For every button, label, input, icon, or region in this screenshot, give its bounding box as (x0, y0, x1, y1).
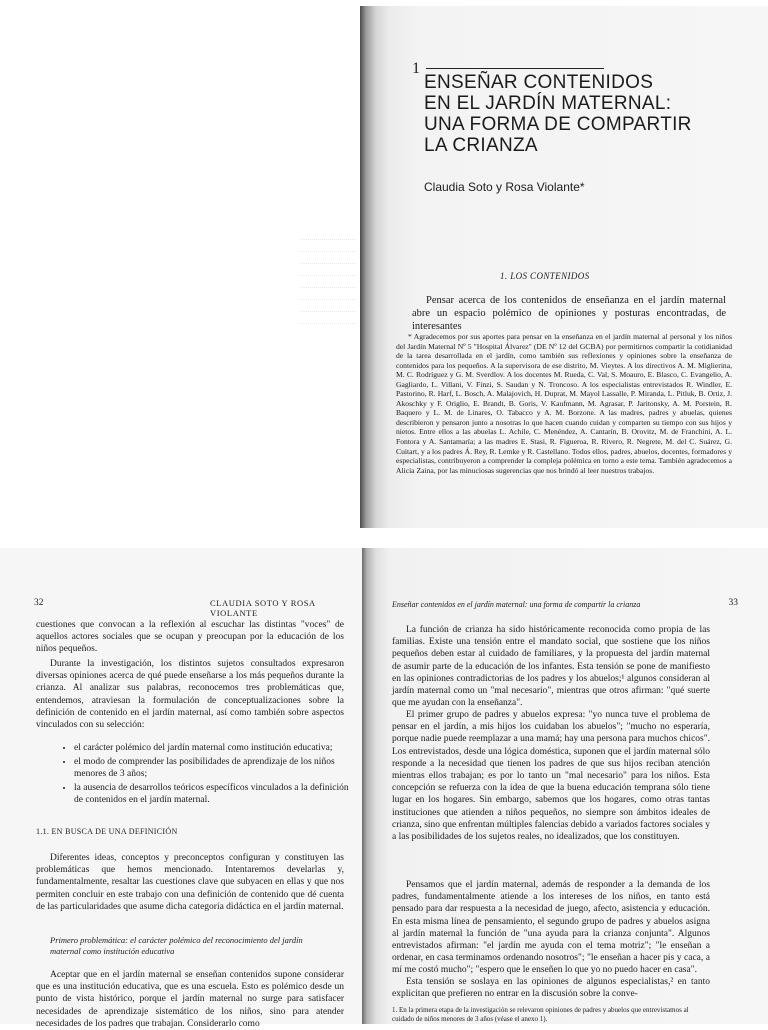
section-heading: 1. LOS CONTENIDOS (500, 271, 590, 281)
chapter-authors: Claudia Soto y Rosa Violante* (424, 180, 585, 194)
paragraph: Durante la investigación, los distintos sujetos consultados expresaron diversas opiniones acerca de qué puede enseñarse a los más pequeños durante la crianza. Al analizar sus palabras, reconocemos tres problemáticas que, entendemos, atraviesan la formulación de conceptualizaciones sobre la definición de contenido en el jardín maternal, así como también sobre aspectos vinculados con su selección: (36, 659, 344, 731)
title-line: LA CRIANZA (424, 135, 538, 156)
problem-heading: Primero problemática: el carácter polémico del reconocimiento del jardín maternal como institución educativa (50, 935, 303, 956)
paragraph: El primer grupo de padres y abuelos expresa: "yo nunca tuve el problema de pensar en el jardín, a mis hijos los cuidaban los abuelos"; "mucho no esperaría, porque nadie puede reemplazar a una mamá; hay una persona para muchos chicos". Los entrevistados, desde una lógica doméstica, suponen que el jardín maternal sólo responde a la necesidad que tienen los padres de que sus hijos reciban atención mientras ellos trabajan; es por lo tanto un "mal necesario" para los niños. Esta concepción se refuerza con la idea de que la buena educación temprana sólo tiene lugar en los hogares. Sin embargo, sabemos que los hogares, como otras tantas instituciones que atienden a niños pequeños, no siempre son ámbitos ideales de crianza, sino que enfrentan múltiples falencias debido a variados factores sociales y a las posibilidades de los sujetos reales, no idealizados, que los constituyen. (392, 710, 710, 843)
paragraph: Esta tensión se soslaya en las opiniones de algunos especialistas,² en tanto explicitan que prefieren no entrar en la discusión sobre la conve- (392, 977, 710, 1000)
title-line: UNA FORMA DE COMPARTIR (424, 114, 692, 135)
intro-paragraph: Pensar acerca de los contenidos de enseñanza en el jardín maternal abre un espacio polémico de opiniones y posturas encontradas, de interesantes (412, 295, 726, 332)
paragraph: Aceptar que en el jardín maternal se enseñan contenidos supone considerar que es una institución educativa, que es una escuela. Esto es polémico desde un punto de vista histórico, porque el jardín maternal no surge para satisfacer necesidades de aprendizaje sistemático de los niños, sino para atender necesidades de los padres que trabajan. Considerarlo como (36, 970, 344, 1029)
running-head: Enseñar contenidos en el jardín maternal: una forma de compartir la crianza (392, 600, 641, 609)
paragraph: Pensamos que el jardín maternal, además de responder a la demanda de los padres, fundamentalmente atiende a los intereses de los niños, en tanto está pensado para dar respuesta a la necesidad de juego, afecto, asistencia y educación. En esta misma línea de pensamiento, el segundo grupo de padres y abuelos asigna al jardín maternal la función de "una ayuda para la crianza conjunta". Algunos entrevistados afirman: "el jardín me ayuda con el tema motriz"; "le enseñan a ordenar, en casa terminamos ordenando nosotros"; "le enseñan a hacer pis y caca, a mí me costó mucho"; "espero que le enseñen lo que yo no puedo hacer en casa". (392, 880, 710, 976)
chapter-title (424, 72, 754, 156)
chapter-rule (426, 68, 604, 69)
paragraph: Diferentes ideas, conceptos y preconceptos configuran y constituyen las problemáticas que hemos mencionado. Intentaremos develarlas y, fundamentalmente, resaltar las cuestiones clave que subyacen en ellas y que nos permiten concluir en este trabajo con una definición de contenido que dé cuenta de las particularidades que asume dicha categoría didáctica en el jardín maternal. (36, 853, 344, 912)
footnote: 1. En la primera etapa de la investigación se relevaron opiniones de padres y abuelos que entrevistamos al cuidado de niños menores de 3 años (véase el anexo 1). (392, 1006, 689, 1023)
page-number: 32 (34, 598, 44, 608)
running-head: CLAUDIA SOTO Y ROSA VIOLANTE (210, 598, 316, 618)
acknowledgements-footnote: * Agradecemos por sus aportes para pensar en la enseñanza en el jardín maternal al personal y los niños del Jardín Maternal Nº 5 "Hospital Álvarez" (DE Nº 12 del GCBA) por permitirnos compartir la cotidianidad de la tarea desarrollada en el jardín, como también sus reflexiones y opiniones sobre la enseñanza de contenidos para los pequeños. A la supervisora de ese distrito, M. Vieytes. A los directivos A. M. Miglierina, M. C. Rodríguez y G. M. Sverdlov. A los docentes M. Rueda, C. Val, S. Moauro, E. Blasco, C. Evangelio, A. Gagliardo, L. Villani, V. Finzi, S. Saudan y N. Troncoso. A los especialistas entrevistados R. Windler, E. Pastorino, R. Harf, L. Bosch, A. Malajovich, H. Duprat, M. Mayol Lassalle, P. Miranda, L. Pitluk, B. Ortiz, J. Akoschky y F. Origlio, E. Brandt, B. Goris, V. Kaufmann, M. Agrasar, P. Jaritonsky, A. M. Porstein, R. Baquero y L. M. de Linares, O. Tabacco y A. M. Borzone. A las madres, padres y abuelas, quienes describieron y pensaron junto a nosotras lo que hacen cuando cuidan y comparten su tiempo con sus hijos y nietos. Entre ellos a las abuelas L. Achile, C. Menéndez, A. Cantarín, B. Orovitz, M. de Franchini, A. L. Fontora y A. Santamaría; a las madres E. Stasi, R. Figueroa, R. Rivero, R. Negrete, M. del C. Suárez, G. Cuitart, y a los padres Á. Rey, R. Lemke y R. Castellano. Todos ellos, padres, abuelos, docentes, formadores y especialistas, contribuyeron a comprender la compleja polémica en torno a este tema. También agradecemos a Alicia Zaina, por las minuciosas sugerencias que nos brindó al leer nuestros trabajos. (396, 332, 732, 475)
subsection-heading: 1.1. EN BUSCA DE UNA DEFINICIÓN (36, 827, 178, 836)
list-item: • el modo de comprender las posibilidades de aprendizaje de los niños menores de 3 años; (74, 756, 356, 780)
page-number: 33 (728, 598, 738, 608)
book-page-chapter-opening (360, 6, 768, 528)
list-item: • la ausencia de desarrollos teóricos específicos vinculados a la definición de contenidos en el jardín maternal. (74, 782, 356, 806)
title-line: EN EL JARDÍN MATERNAL: (424, 93, 672, 114)
chapter-number: 1 (412, 60, 420, 77)
paragraph: cuestiones que convocan a la reflexión al escuchar las distintas "voces" de aquellos actores sociales que se ocupan y preocupan por la educación de los niños pequeños. (36, 620, 344, 655)
title-line: ENSEÑAR CONTENIDOS (424, 72, 654, 93)
bleed-through-text (300, 230, 360, 340)
problem-list (62, 742, 356, 808)
list-item: • el carácter polémico del jardín maternal como institución educativa; (74, 742, 356, 754)
paragraph: La función de crianza ha sido históricamente reconocida como propia de las familias. Existe una tensión entre el mandato social, que sostiene que los niños pequeños deben estar al cuidado de familiares, y la propuesta del jardín maternal de asumir parte de la educación de los infantes. Esta tensión se pone de manifiesto en las opiniones contradictorias de los padres y los abuelos;¹ algunos consideran al jardín maternal como un "mal necesario", mientras que otros afirman: "qué suerte que me ayudan con la enseñanza". (392, 625, 710, 709)
